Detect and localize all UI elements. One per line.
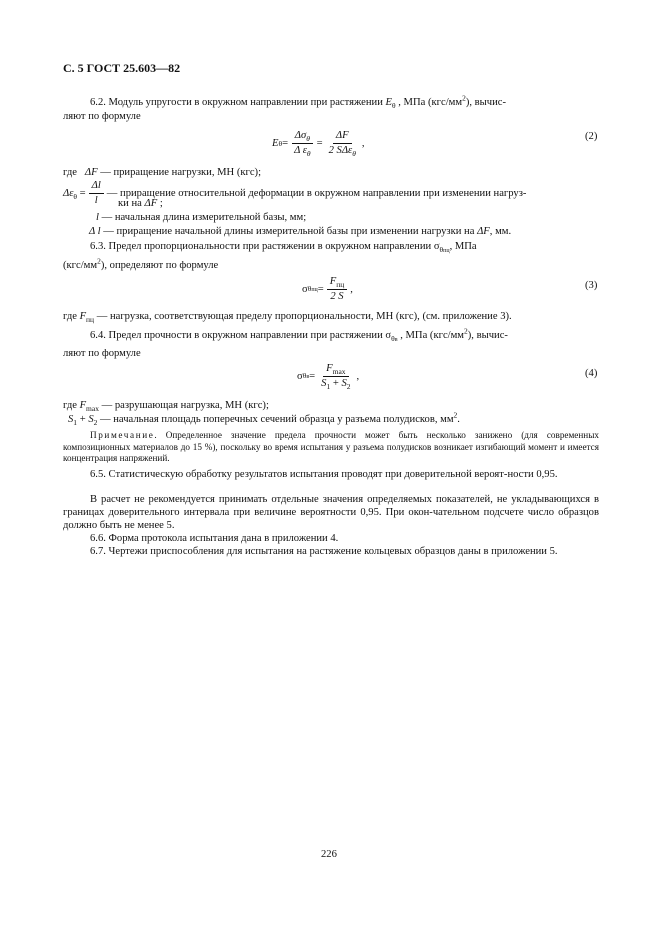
def4-where: где: [63, 400, 80, 411]
eq4-equals: =: [309, 371, 316, 382]
eq3-fraction: [327, 276, 348, 303]
note-text: . Определенное значение предела прочности может быть несколько занижено (для современных композиционных материалов до 15 %), поскольку во время испытания у разъема полудисков возникает изгибающий момент и имеется концентрация напряжений.: [63, 430, 599, 463]
def3-sub: пц: [86, 315, 95, 325]
p63-line2-sup: 2: [97, 256, 101, 266]
eq2-lhs: E: [272, 138, 279, 149]
p63-line2-b: ), определяют по формуле: [100, 260, 219, 271]
p62-text-a: 6.2. Модуль упругости в окружном направлении при растяжении: [90, 97, 386, 108]
note-paragraph: [63, 430, 599, 465]
def4-text2: — начальная площадь поперечных сечений образца у разъема полудисков, мм: [97, 414, 454, 425]
equation-number-2: (2): [585, 131, 598, 142]
def2-d3-symbol: l: [96, 212, 99, 223]
eq2-equals-2: =: [316, 138, 323, 149]
p63-text-b: , МПа: [449, 241, 477, 252]
def3-symbol: F: [79, 311, 87, 322]
eq3-num: F: [329, 276, 337, 287]
p63-sub: θ: [439, 245, 444, 255]
def2-d2-text2-symbol: ΔF: [144, 198, 158, 209]
eq2-f1-den-sub: θ: [306, 149, 311, 159]
def2-d1-text: — приращение нагрузки, МН (кгс);: [97, 167, 262, 178]
def2-d2-lhs-sub: θ: [73, 192, 77, 202]
page-number: 226: [321, 849, 337, 860]
paragraph-6-5: 6.5. Статистическую обработку результатов испытания проводят при доверительной вероят-ности 0,95.: [90, 469, 558, 480]
def4-line-1: [63, 399, 269, 412]
def4-text2-end: .: [457, 414, 460, 425]
p62-text-b: , МПа (кгс/мм: [395, 97, 463, 108]
def2-d2-fraction: [89, 180, 104, 207]
def4-symbol: F: [79, 400, 87, 411]
def2-d4-symbol-2: ΔF: [477, 226, 490, 237]
equation-number-3: (3): [585, 280, 598, 291]
def2-line-3: [118, 197, 163, 210]
eq4-den-plus: +: [330, 378, 342, 389]
paragraph-6-4-line2: ляют по формуле: [63, 348, 141, 359]
p64-text-c: ), вычис-: [467, 330, 508, 341]
eq3-tail: ,: [350, 284, 353, 295]
eq4-den-b-sub: 2: [346, 382, 351, 392]
eq4-lhs-subsub: в: [306, 374, 310, 380]
p62-symbol: E: [385, 97, 393, 108]
p62-sup: 2: [462, 93, 466, 103]
p63-text-a: 6.3. Предел пропорциональности при растяжении в окружном направлении σ: [90, 241, 440, 252]
paragraph-6-3-line2: [63, 256, 219, 272]
def3-text: — нагрузка, соответствующая пределу пропорциональности, МН (кгс), (см. приложение 3).: [94, 311, 512, 322]
def4-s2-sub: 2: [93, 418, 98, 428]
def2-d4-symbol: Δ l: [89, 226, 101, 237]
def2-d2-text2-end: ;: [157, 198, 163, 209]
eq2-fraction-2: [326, 130, 359, 157]
eq4-fraction: [318, 363, 353, 390]
paragraph-6-6: 6.6. Форма протокола испытания дана в приложении 4.: [90, 533, 339, 544]
def2-d1-symbol: ΔF: [84, 167, 98, 178]
def2-d2-lhs: Δε: [63, 188, 74, 199]
paragraph-6-2: [63, 93, 599, 111]
eq2-f2-den-sub: θ: [352, 149, 356, 159]
p64-text-a: 6.4. Предел прочности в окружном направлении при растяжении σ: [90, 330, 392, 341]
formula-2: E θ = $\frac{\Delta\sigma_\theta}{\Delta \varepsilon_\theta}$ = $\frac{\Delta F}{2 S\Delta\varepsilon_\theta}$ ,: [272, 130, 365, 159]
def2-line-2: $\Delta\varepsilon_\theta$ = $\frac{\Delta l}{l}$ — приращение относительной деформации в окружном направлении при изменении нагруз-: [63, 180, 527, 206]
eq2-equals: =: [282, 138, 289, 149]
def2-d2-num: Δl: [89, 180, 104, 194]
def4-line-2: [68, 410, 460, 428]
def4-plus: +: [77, 414, 89, 425]
p63-subsub: пц: [443, 248, 450, 255]
def4-text: — разрушающая нагрузка, МН (кгс);: [98, 400, 269, 411]
eq4-num-sub: max: [332, 367, 346, 377]
paragraph-6-4: [63, 326, 599, 344]
def2-line-5: [89, 225, 511, 238]
eq4-den-b: S: [341, 378, 347, 389]
eq2-fraction-1: [291, 130, 314, 157]
page-header: С. 5 ГОСТ 25.603—82: [63, 61, 181, 75]
eq3-equals: =: [317, 284, 324, 295]
p64-sub: θ: [391, 334, 395, 344]
def2-d2-text: — приращение относительной деформации в окружном направлении при изменении нагруз-: [106, 188, 527, 199]
eq2-tail: ,: [361, 138, 365, 149]
def2-d2-den: l: [94, 195, 98, 206]
def2-where: где: [63, 167, 77, 178]
eq4-lhs-sub: θ: [302, 371, 307, 380]
def2-d4-text: — приращение начальной длины измерительной базы при изменении нагрузки на: [100, 226, 478, 237]
paragraph-6-7: 6.7. Чертежи приспособления для испытания на растяжение кольцевых образцов даны в приложении 5.: [90, 546, 558, 557]
eq2-f1-num: Δσ: [294, 130, 307, 141]
formula-3: [302, 276, 353, 303]
p62-sub: θ: [392, 101, 396, 111]
equation-number-4: (4): [585, 368, 598, 379]
p64-sup: 2: [464, 326, 468, 336]
p64-text-b: , МПа (кгс/мм: [397, 330, 465, 341]
eq4-den-a: S: [321, 378, 327, 389]
paragraph-6-3: [63, 240, 599, 253]
eq3-num-sub: пц: [336, 280, 345, 290]
def4-s2: S: [88, 414, 94, 425]
def4-sub: max: [86, 404, 99, 414]
eq3-lhs-sub: θ: [307, 284, 312, 293]
eq4-tail: ,: [356, 371, 360, 382]
eq3-lhs-subsub: пц: [311, 287, 318, 293]
def2-d2-text2: ки на: [118, 198, 145, 209]
def2-d3-text: — начальная длина измерительной базы, мм;: [98, 212, 307, 223]
eq4-den-a-sub: 1: [326, 382, 331, 392]
def4-s1: S: [68, 414, 74, 425]
eq2-f2-den: 2 SΔε: [328, 145, 353, 156]
note-label: Примечание: [90, 430, 155, 440]
def2-line-4: [96, 211, 306, 224]
eq4-num: F: [326, 363, 333, 374]
eq3-lhs: σ: [302, 284, 308, 295]
p63-line2-a: (кгс/мм: [63, 260, 98, 271]
eq2-f1-num-sub: θ: [306, 134, 310, 144]
p62-text-c: ), вычис-: [465, 97, 506, 108]
eq3-den: 2 S: [330, 291, 344, 302]
def3-where: где: [63, 311, 80, 322]
paragraph-6-2-line2: ляют по формуле: [63, 111, 141, 122]
def4-s1-sub: 1: [73, 418, 78, 428]
def3-line: [63, 310, 512, 323]
paragraph-6-5-cont: В расчет не рекомендуется принимать отдельные значения определяемых показателей, не укладывающихся в границах доверительного интервала при величине вероятности 0,95. При окон-чательном подсчете число образцов должно быть не менее 5.: [63, 494, 599, 531]
eq2-f1-den: Δ ε: [294, 145, 307, 156]
def4-text2-sup: 2: [453, 410, 458, 420]
eq4-lhs: σ: [297, 371, 303, 382]
def2-line-1: [63, 166, 261, 179]
eq2-f2-num: ΔF: [333, 130, 352, 144]
formula-4: [297, 363, 359, 390]
p64-subsub: в: [394, 337, 398, 344]
def2-d4-end: , мм.: [489, 226, 512, 237]
